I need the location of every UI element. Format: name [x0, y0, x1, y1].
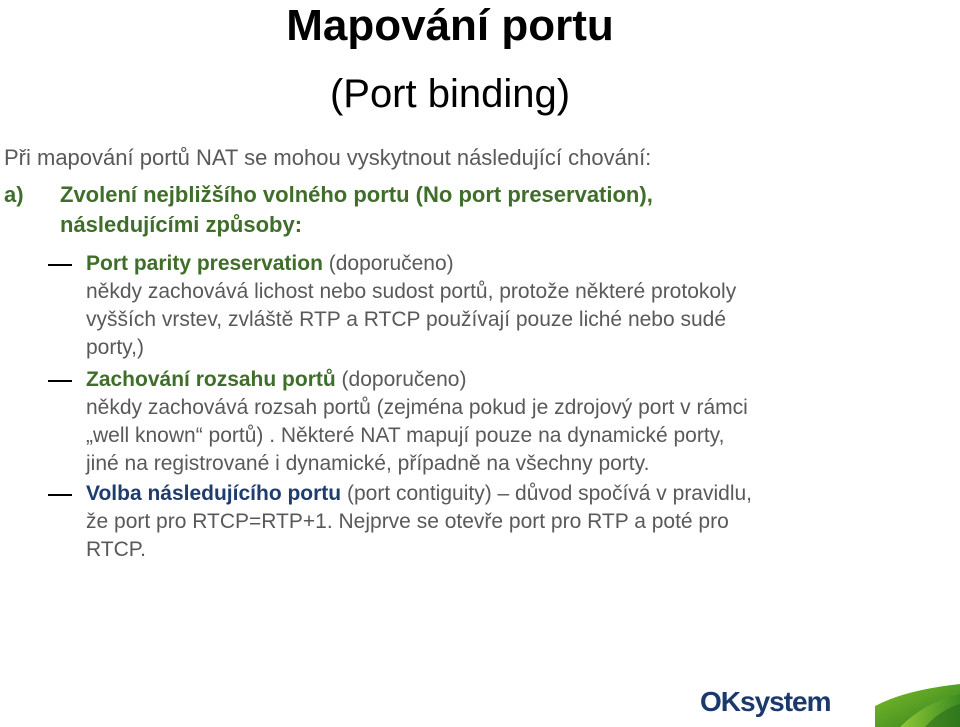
- oksystem-logo-mark-icon: [845, 684, 960, 727]
- sub-item-heading-suffix: (doporučeno): [322, 252, 454, 275]
- page-title: Mapování portu: [286, 1, 614, 50]
- sub-item-heading: Port parity preservation: [86, 252, 323, 275]
- sub-item-heading: Zachování rozsahu portů: [86, 368, 336, 391]
- sub-item-heading: Volba následujícího portu: [86, 482, 342, 505]
- sub-item-line: někdy zachovává rozsah portů (zejména pokud je zdrojový port v rámci: [86, 396, 748, 419]
- sub-item-line: „well known“ portů) . Některé NAT mapují pouze na dynamické porty,: [86, 424, 725, 447]
- sub-item-line: RTCP.: [86, 538, 146, 561]
- sub-item-heading-line: [86, 250, 906, 278]
- sub-item-line: někdy zachovává lichost nebo sudost portů, protože některé protokoly: [86, 280, 737, 303]
- company-logo: [700, 684, 960, 727]
- list-item-a-line: následujícími způsoby:: [60, 212, 303, 237]
- intro-text: Při mapování portů NAT se mohou vyskytnout následující chování:: [4, 145, 652, 170]
- sub-item-line: porty,): [86, 336, 144, 359]
- sub-item-heading-suffix: (doporučeno): [335, 368, 467, 391]
- sub-item-body: [86, 250, 906, 362]
- logo-text: OKsystem: [700, 686, 831, 717]
- list-item-a-line: Zvolení nejbližšího volného portu (No port preservation),: [60, 182, 653, 207]
- sub-item-line: že port pro RTCP=RTP+1. Nejprve se otevře port pro RTP a poté pro: [86, 510, 729, 533]
- sub-item-heading-line: [86, 366, 906, 394]
- list-item-a-text: [60, 180, 900, 240]
- list-marker: a): [4, 182, 24, 207]
- page-subtitle: (Port binding): [329, 72, 571, 116]
- sub-item-body: [86, 366, 906, 478]
- sub-item-heading-line: [86, 480, 906, 508]
- sub-item-line: jiné na registrované i dynamické, případně na všechny porty.: [86, 452, 650, 475]
- sub-item-heading-suffix: (port contiguity) – důvod spočívá v pravidlu,: [341, 482, 753, 505]
- sub-item-body: [86, 480, 906, 564]
- sub-item-line: vyšších vrstev, zvláště RTP a RTCP používají pouze liché nebo sudé: [86, 308, 727, 331]
